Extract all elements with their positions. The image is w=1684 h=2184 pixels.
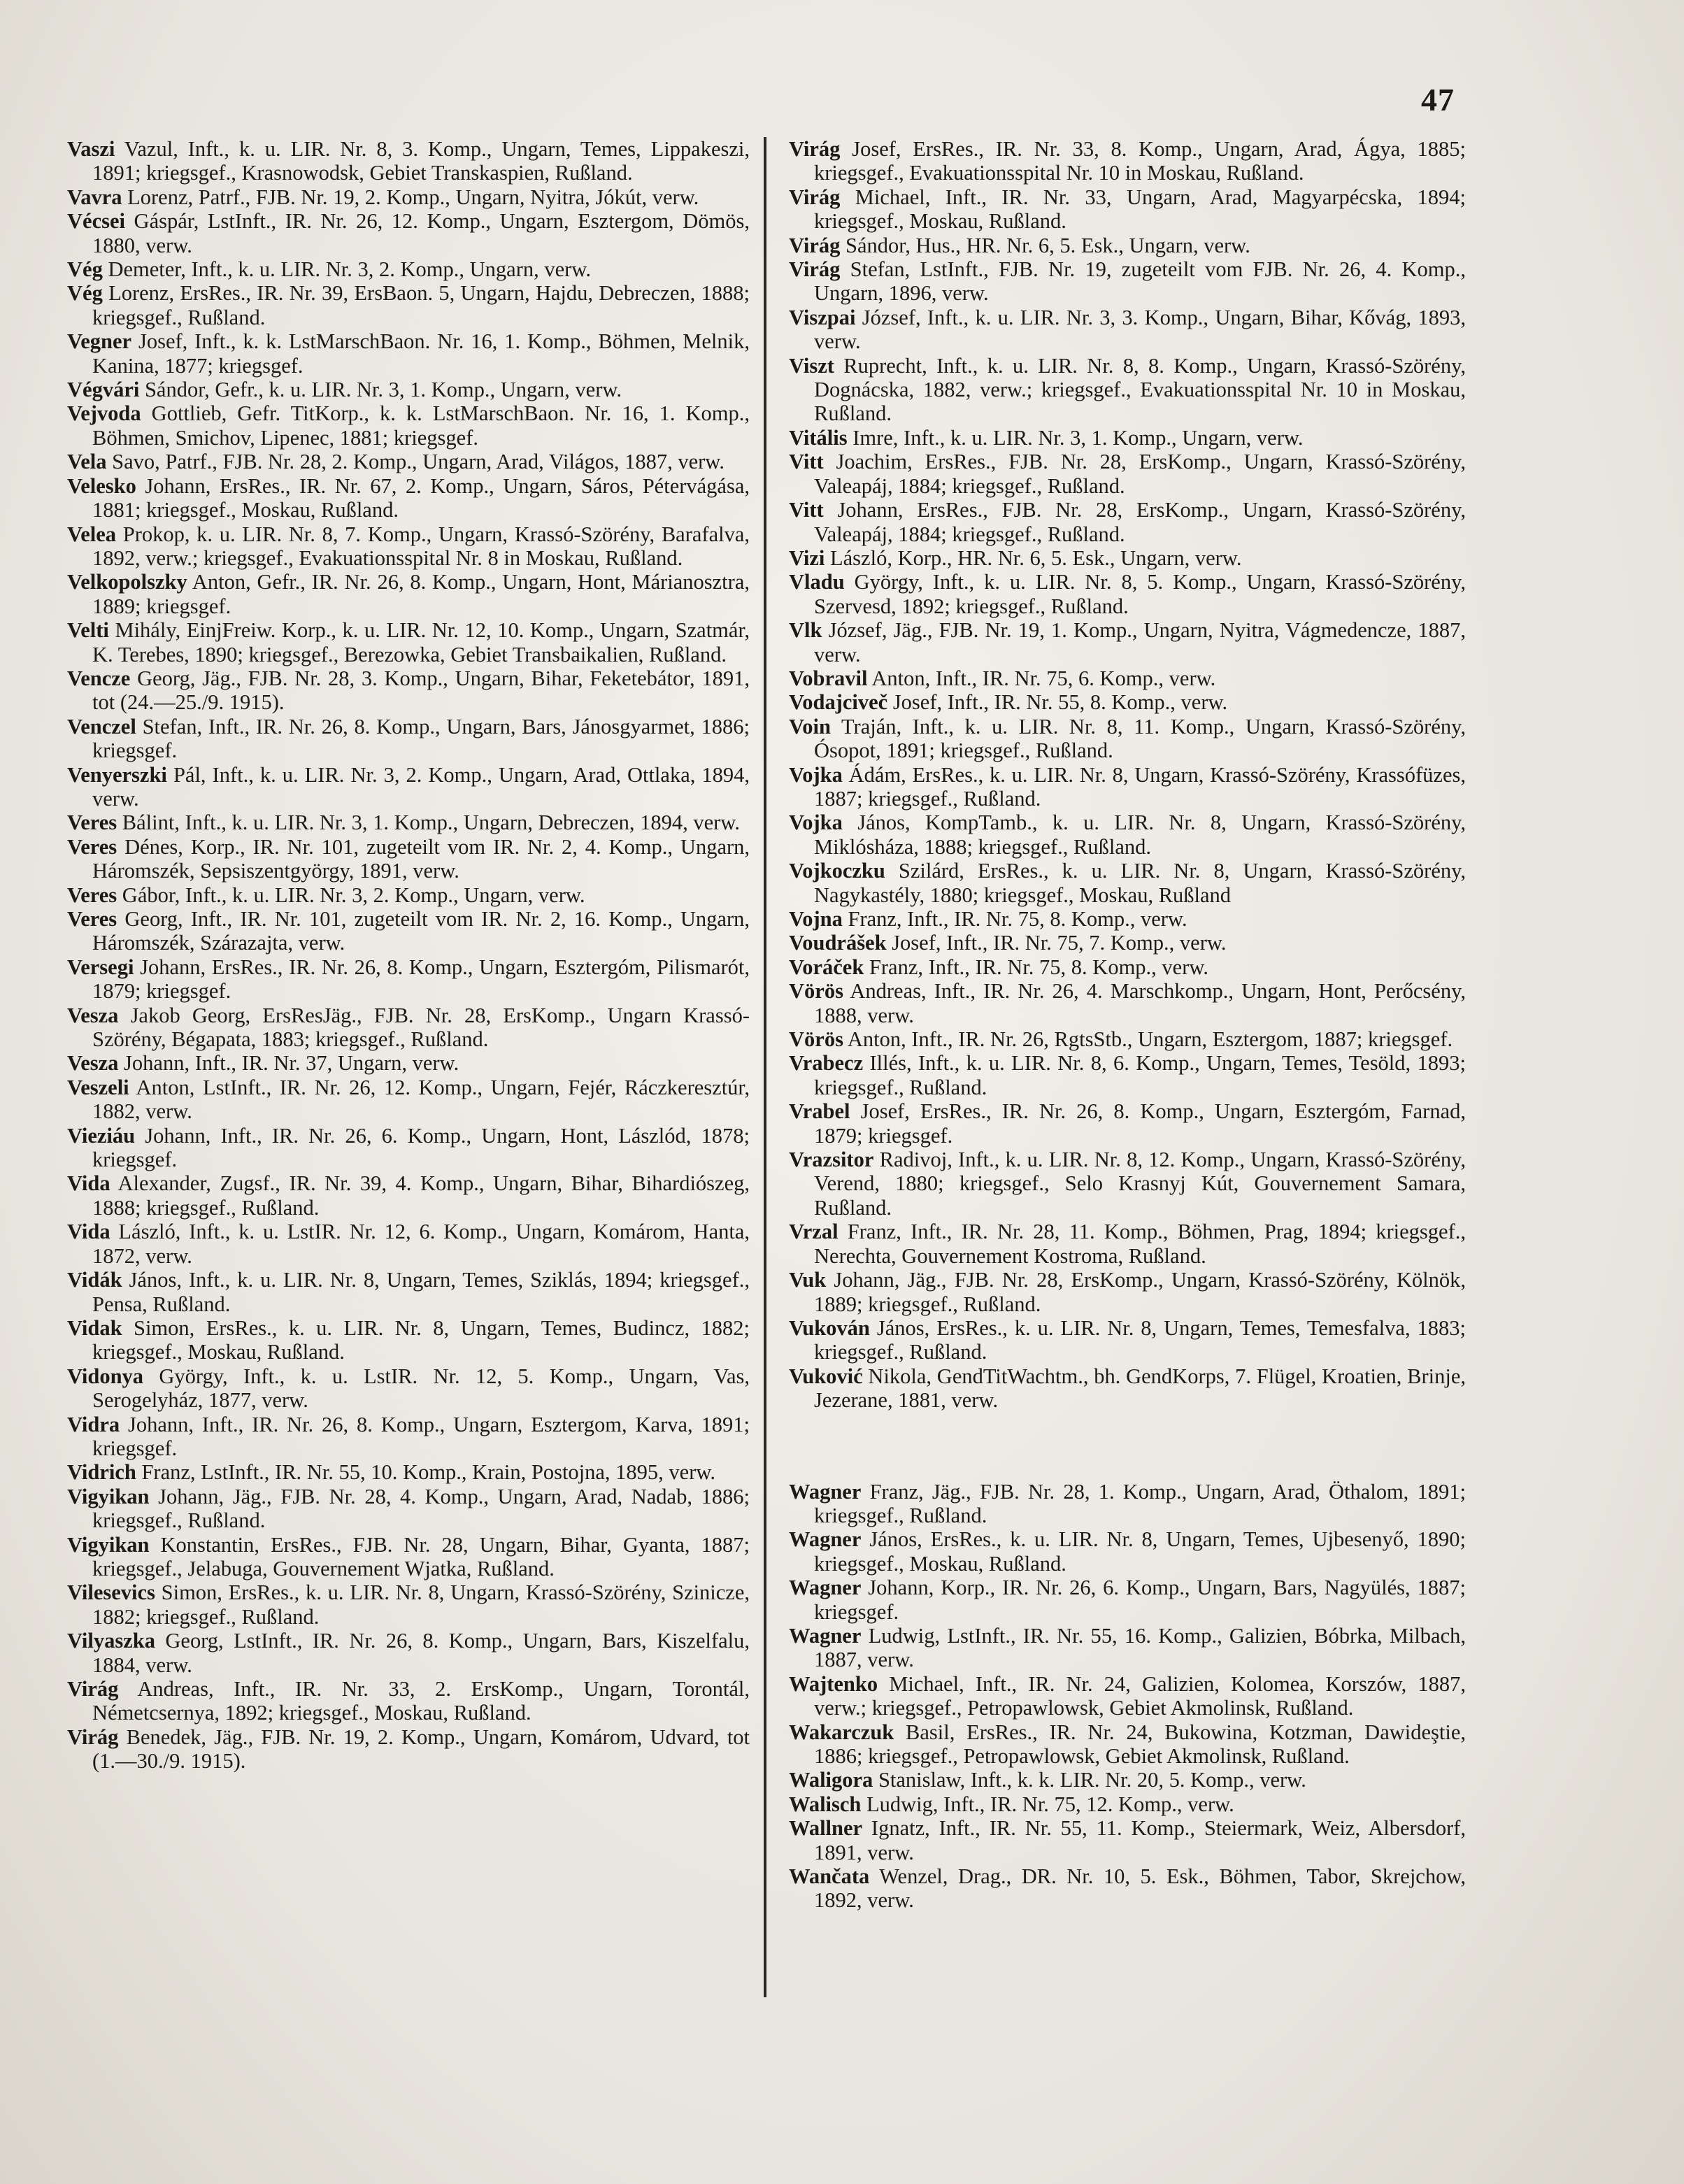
- list-item: [67, 811, 750, 834]
- entry-surname: Virág: [789, 137, 841, 161]
- entry-surname: Vigyikan: [67, 1532, 150, 1557]
- entry-surname: Vojka: [789, 762, 843, 787]
- entry-details: Radivoj, Inft., k. u. LIR. Nr. 8, 12. Komp., Ungarn, Krassó-Szörény, Verend, 1880; kriegsgef., Selo Krasnyj Kút, Gouvernement Samara, Rußland.: [814, 1148, 1467, 1220]
- list-item: [789, 1816, 1466, 1864]
- list-item: [789, 1027, 1466, 1051]
- list-item: [789, 1316, 1466, 1364]
- left-column: [67, 137, 750, 1773]
- entry-details: Stefan, Inft., IR. Nr. 26, 8. Komp., Ungarn, Bars, Jánosgyarmet, 1886; kriegsgef.: [92, 714, 750, 763]
- entry-details: Jakob Georg, ErsResJäg., FJB. Nr. 28, ErsKomp., Ungarn Krassó-Szörény, Bégapata, 1883; kriegsgef., Rußland.: [92, 1003, 750, 1052]
- list-item: [67, 1171, 750, 1220]
- entry-details: Johann, Jäg., FJB. Nr. 28, ErsKomp., Ungarn, Krassó-Szörény, Kölnök, 1889; kriegsgef., Rußland.: [814, 1268, 1467, 1316]
- list-item: [789, 859, 1466, 907]
- entry-details: Konstantin, ErsRes., FJB. Nr. 28, Ungarn, Bihar, Gyanta, 1887; kriegsgef., Jelabuga, Gouvernement Wjatka, Rußland.: [92, 1532, 750, 1580]
- list-item: [789, 1792, 1466, 1816]
- entry-surname: Vladu: [789, 570, 845, 594]
- entry-surname: Velkopolszky: [67, 570, 187, 594]
- entry-surname: Vuković: [789, 1364, 863, 1388]
- list-item: [67, 474, 750, 522]
- entry-surname: Wagner: [789, 1576, 862, 1600]
- entry-surname: Walisch: [789, 1792, 862, 1816]
- list-item: [789, 234, 1466, 257]
- entry-details: Ludwig, Inft., IR. Nr. 75, 12. Komp., verw.: [866, 1792, 1234, 1816]
- entry-surname: Virág: [789, 185, 841, 209]
- entry-details: Gábor, Inft., k. u. LIR. Nr. 3, 2. Komp., Ungarn, verw.: [122, 883, 585, 907]
- entry-surname: Vobravil: [789, 666, 868, 690]
- entry-details: Franz, Inft., IR. Nr. 75, 8. Komp., verw.: [848, 907, 1187, 931]
- list-item: [789, 907, 1466, 931]
- list-item: [67, 1413, 750, 1461]
- list-item: [67, 281, 750, 329]
- entry-details: Johann, Inft., IR. Nr. 37, Ungarn, verw.: [124, 1051, 459, 1076]
- list-item: [67, 522, 750, 571]
- entry-surname: Vesza: [67, 1003, 119, 1027]
- entry-surname: Vida: [67, 1220, 110, 1244]
- entry-details: Michael, Inft., IR. Nr. 24, Galizien, Kolomea, Korszów, 1887, verw.; kriegsgef., Petropawlowsk, Gebiet Akmolinsk, Rußland.: [814, 1671, 1466, 1720]
- entry-details: Franz, Inft., IR. Nr. 28, 11. Komp., Böhmen, Prag, 1894; kriegsgef., Nerechta, Gouvernement Kostroma, Rußland.: [814, 1220, 1466, 1268]
- section-gap: [789, 1413, 1466, 1480]
- entry-details: Savo, Patrf., FJB. Nr. 28, 2. Komp., Ungarn, Arad, Világos, 1887, verw.: [112, 450, 725, 474]
- entry-surname: Veres: [67, 834, 117, 859]
- entry-details: György, Inft., k. u. LstIR. Nr. 12, 5. Komp., Ungarn, Vas, Serogelyház, 1877, verw.: [92, 1364, 750, 1413]
- entry-details: Prokop, k. u. LIR. Nr. 8, 7. Komp., Ungarn, Krassó-Szörény, Barafalva, 1892, verw.; kriegsgef., Evakuationsspital Nr. 8 in Moskau, Rußland.: [92, 522, 750, 570]
- entry-surname: Wagner: [789, 1623, 862, 1648]
- entry-details: Vazul, Inft., k. u. LIR. Nr. 8, 3. Komp., Ungarn, Temes, Lippakeszi, 1891; kriegsgef., Krasnowodsk, Gebiet Transkaspien, Rußland.: [92, 137, 750, 185]
- entry-surname: Vidonya: [67, 1364, 144, 1388]
- list-item: [789, 137, 1466, 185]
- entry-details: Johann, Inft., IR. Nr. 26, 6. Komp., Ungarn, Hont, Lászlód, 1878; kriegsgef.: [92, 1123, 750, 1172]
- list-item: [789, 1220, 1466, 1268]
- entry-surname: Wančata: [789, 1864, 870, 1889]
- list-item: [789, 1527, 1466, 1576]
- list-item: [789, 715, 1466, 763]
- entry-details: József, Inft., k. u. LIR. Nr. 3, 3. Komp., Ungarn, Bihar, Kővág, 1893, verw.: [814, 305, 1467, 354]
- entry-surname: Vojkoczku: [789, 859, 885, 883]
- entry-surname: Vigyikan: [67, 1484, 150, 1508]
- list-item: [67, 1677, 750, 1725]
- entry-details: Lorenz, Patrf., FJB. Nr. 19, 2. Komp., Ungarn, Nyitra, Jókút, verw.: [127, 185, 699, 209]
- entry-details: Georg, LstInft., IR. Nr. 26, 8. Komp., Ungarn, Bars, Kiszelfalu, 1884, verw.: [92, 1629, 750, 1677]
- list-item: [67, 666, 750, 715]
- entry-details: Franz, Jäg., FJB. Nr. 28, 1. Komp., Ungarn, Arad, Öthalom, 1891; kriegsgef., Rußland.: [814, 1479, 1466, 1527]
- entry-surname: Végvári: [67, 378, 140, 402]
- entry-details: Johann, ErsRes., IR. Nr. 26, 8. Komp., Ungarn, Esztergóm, Pilismarót, 1879; kriegsgef.: [92, 955, 750, 1004]
- list-item: [67, 378, 750, 401]
- entry-surname: Velea: [67, 522, 117, 546]
- entry-details: Szilárd, ErsRes., k. u. LIR. Nr. 8, Ungarn, Krassó-Szörény, Nagykastély, 1880; kriegsgef., Moskau, Rußland: [814, 859, 1466, 907]
- entry-details: János, ErsRes., k. u. LIR. Nr. 8, Ungarn, Temes, Temesfalva, 1883; kriegsgef., Rußland.: [814, 1315, 1467, 1364]
- list-item: [67, 1220, 750, 1268]
- list-item: [67, 883, 750, 907]
- entry-details: Gottlieb, Gefr. TitKorp., k. k. LstMarschBaon. Nr. 16, 1. Komp., Böhmen, Smichov, Lipenec, 1881; kriegsgef.: [92, 401, 750, 450]
- entry-surname: Wagner: [789, 1479, 862, 1504]
- list-item: [67, 329, 750, 378]
- entry-surname: Wallner: [789, 1816, 863, 1841]
- list-item: [789, 354, 1466, 426]
- entry-details: Dénes, Korp., IR. Nr. 101, zugeteilt vom IR. Nr. 2, 4. Komp., Ungarn, Háromszék, Sepsiszentgyörgy, 1891, verw.: [92, 834, 750, 883]
- list-item: [789, 931, 1466, 955]
- entry-surname: Vrabel: [789, 1099, 850, 1124]
- list-item: [67, 1533, 750, 1581]
- list-item: [789, 450, 1466, 498]
- entry-surname: Vidrich: [67, 1460, 136, 1485]
- entry-surname: Vilyaszka: [67, 1629, 155, 1653]
- list-item: [789, 426, 1466, 450]
- list-item: [789, 763, 1466, 811]
- entry-surname: Vida: [67, 1171, 110, 1196]
- entry-details: Franz, LstInft., IR. Nr. 55, 10. Komp., Krain, Postojna, 1895, verw.: [141, 1460, 716, 1485]
- entry-details: Johann, Jäg., FJB. Nr. 28, 4. Komp., Ungarn, Arad, Nadab, 1886; kriegsgef., Rußland.: [92, 1484, 750, 1533]
- entry-surname: Vörös: [789, 979, 843, 1004]
- entry-details: Demeter, Inft., k. u. LIR. Nr. 3, 2. Komp., Ungarn, verw.: [108, 257, 591, 282]
- entry-surname: Vencze: [67, 666, 131, 690]
- entry-details: Johann, Korp., IR. Nr. 26, 6. Komp., Ungarn, Bars, Nagyülés, 1887; kriegsgef.: [814, 1576, 1467, 1624]
- entry-details: Josef, ErsRes., IR. Nr. 26, 8. Komp., Ungarn, Esztergóm, Farnad, 1879; kriegsgef.: [814, 1099, 1467, 1148]
- entry-surname: Vesza: [67, 1051, 119, 1076]
- entry-details: Josef, ErsRes., IR. Nr. 33, 8. Komp., Ungarn, Arad, Ágya, 1885; kriegsgef., Evakuationsspital Nr. 10 in Moskau, Rußland.: [814, 137, 1466, 185]
- entry-surname: Vojna: [789, 907, 843, 931]
- entry-surname: Waligora: [789, 1768, 873, 1792]
- entry-details: Josef, Inft., k. k. LstMarschBaon. Nr. 16, 1. Komp., Böhmen, Melnik, Kanina, 1877; kriegsgef.: [92, 329, 750, 378]
- list-item: [67, 570, 750, 618]
- entry-details: Anton, LstInft., IR. Nr. 26, 12. Komp., Ungarn, Fejér, Ráczkeresztúr, 1882, verw.: [92, 1075, 750, 1124]
- entry-details: György, Inft., k. u. LIR. Nr. 8, 5. Komp., Ungarn, Krassó-Szörény, Szervesd, 1892; kriegsgef., Rußland.: [814, 570, 1466, 618]
- entry-details: Benedek, Jäg., FJB. Nr. 19, 2. Komp., Ungarn, Komárom, Udvard, tot (1.—30./9. 1915).: [92, 1725, 750, 1773]
- entry-surname: Vodajciveč: [789, 690, 888, 715]
- entry-details: Wenzel, Drag., DR. Nr. 10, 5. Esk., Böhmen, Tabor, Skrejchow, 1892, verw.: [814, 1864, 1467, 1913]
- list-item: [789, 498, 1466, 546]
- entry-surname: Vég: [67, 281, 103, 306]
- entry-surname: Veres: [67, 811, 117, 835]
- entry-details: Alexander, Zugsf., IR. Nr. 39, 4. Komp., Ungarn, Bihar, Bihardiószeg, 1888; kriegsgef., Rußland.: [92, 1171, 750, 1220]
- entry-details: Joachim, ErsRes., FJB. Nr. 28, ErsKomp., Ungarn, Krassó-Szörény, Valeapáj, 1884; kriegsgef., Rußland.: [814, 450, 1466, 498]
- entry-surname: Vidák: [67, 1268, 122, 1292]
- entry-details: Stefan, LstInft., FJB. Nr. 19, zugeteilt vom FJB. Nr. 26, 4. Komp., Ungarn, 1896, verw.: [814, 257, 1467, 306]
- entry-details: Josef, Inft., IR. Nr. 55, 8. Komp., verw.: [892, 690, 1228, 715]
- entry-details: Stanislaw, Inft., k. k. LIR. Nr. 20, 5. Komp., verw.: [878, 1768, 1306, 1792]
- entry-surname: Venczel: [67, 714, 136, 738]
- list-item: [789, 811, 1466, 859]
- entry-surname: Veres: [67, 883, 117, 907]
- list-item: [67, 1051, 750, 1075]
- list-item: [789, 1051, 1466, 1099]
- entry-details: Sándor, Gefr., k. u. LIR. Nr. 3, 1. Komp., Ungarn, verw.: [144, 378, 622, 402]
- entry-surname: Venyerszki: [67, 762, 167, 787]
- entry-surname: Vuk: [789, 1268, 827, 1292]
- list-item: [789, 979, 1466, 1027]
- entry-details: Anton, Inft., IR. Nr. 26, RgtsStb., Ungarn, Esztergom, 1887; kriegsgef.: [847, 1027, 1453, 1052]
- entry-surname: Viszpai: [789, 305, 856, 329]
- entry-details: József, Jäg., FJB. Nr. 19, 1. Komp., Ungarn, Nyitra, Vágmedencze, 1887, verw.: [814, 618, 1466, 666]
- list-item: [67, 1725, 750, 1773]
- entry-details: Andreas, Inft., IR. Nr. 26, 4. Marschkomp., Ungarn, Hont, Perőcsény, 1888, verw.: [814, 979, 1466, 1027]
- entry-details: Anton, Inft., IR. Nr. 75, 6. Komp., verw.: [871, 666, 1216, 690]
- entry-surname: Veszeli: [67, 1075, 129, 1099]
- entry-surname: Vitt: [789, 450, 824, 474]
- entry-surname: Vitális: [789, 425, 848, 450]
- entry-surname: Voudrášek: [789, 931, 887, 955]
- entry-details: Ignatz, Inft., IR. Nr. 55, 11. Komp., Steiermark, Weiz, Albersdorf, 1891, verw.: [814, 1816, 1467, 1864]
- list-item: [67, 1316, 750, 1364]
- entry-surname: Virág: [789, 257, 841, 282]
- entry-surname: Vukován: [789, 1315, 870, 1340]
- list-item: [67, 763, 750, 811]
- entry-surname: Vilesevics: [67, 1580, 155, 1605]
- list-item: [789, 1768, 1466, 1792]
- entry-surname: Virág: [789, 233, 841, 257]
- list-item: [789, 546, 1466, 570]
- entry-surname: Virág: [67, 1677, 119, 1701]
- entry-surname: Virág: [67, 1725, 119, 1749]
- entry-details: Bálint, Inft., k. u. LIR. Nr. 3, 1. Komp., Ungarn, Debreczen, 1894, verw.: [122, 811, 740, 835]
- entry-details: Johann, ErsRes., IR. Nr. 67, 2. Komp., Ungarn, Sáros, Pétervágása, 1881; kriegsgef., Moskau, Rußland.: [92, 473, 750, 522]
- list-item: [789, 1624, 1466, 1672]
- list-item: [67, 1629, 750, 1677]
- list-item: [67, 955, 750, 1004]
- list-item: [789, 306, 1466, 354]
- entry-surname: Voin: [789, 714, 831, 738]
- entry-surname: Vaszi: [67, 137, 115, 161]
- entry-surname: Wagner: [789, 1527, 862, 1552]
- entry-surname: Viszt: [789, 353, 834, 378]
- entry-surname: Velti: [67, 618, 109, 643]
- entry-surname: Velesko: [67, 473, 136, 498]
- entry-surname: Vitt: [789, 498, 824, 522]
- entry-details: Johann, Inft., IR. Nr. 26, 8. Komp., Ungarn, Esztergom, Karva, 1891; kriegsgef.: [92, 1412, 750, 1460]
- entry-surname: Vrazsitor: [789, 1148, 874, 1172]
- entry-details: Traján, Inft., k. u. LIR. Nr. 8, 11. Komp., Ungarn, Krassó-Szörény, Ósopot, 1891; kriegsgef., Rußland.: [814, 714, 1466, 763]
- entry-details: Gáspár, LstInft., IR. Nr. 26, 12. Komp., Ungarn, Esztergom, Dömös, 1880, verw.: [92, 209, 750, 257]
- entry-surname: Wajtenko: [789, 1671, 878, 1696]
- entry-details: Illés, Inft., k. u. LIR. Nr. 8, 6. Komp., Ungarn, Temes, Tesöld, 1893; kriegsgef., Rußland.: [814, 1051, 1466, 1099]
- list-item: [789, 185, 1466, 234]
- entry-surname: Voráček: [789, 955, 864, 979]
- list-item: [67, 257, 750, 281]
- entry-surname: Vrzal: [789, 1220, 839, 1244]
- entry-surname: Vidak: [67, 1315, 122, 1340]
- list-item: [789, 1480, 1466, 1528]
- entry-details: Ludwig, LstInft., IR. Nr. 55, 16. Komp., Galizien, Bóbrka, Milbach, 1887, verw.: [814, 1623, 1466, 1672]
- entry-details: Georg, Inft., IR. Nr. 101, zugeteilt vom IR. Nr. 2, 16. Komp., Ungarn, Háromszék, Szárazajta, verw.: [92, 907, 750, 955]
- entry-surname: Wakarczuk: [789, 1720, 894, 1744]
- list-item: [789, 1720, 1466, 1769]
- entry-surname: Vojka: [789, 811, 843, 835]
- entry-details: László, Korp., HR. Nr. 6, 5. Esk., Ungarn, verw.: [830, 545, 1242, 570]
- entry-details: Simon, ErsRes., k. u. LIR. Nr. 8, Ungarn, Krassó-Szörény, Szinicze, 1882; kriegsgef., Rußland.: [92, 1580, 750, 1629]
- entry-details: János, KompTamb., k. u. LIR. Nr. 8, Ungarn, Krassó-Szörény, Miklósháza, 1888; kriegsgef., Rußland.: [814, 811, 1467, 859]
- entry-surname: Vieziáu: [67, 1123, 136, 1148]
- list-item: [789, 1148, 1466, 1220]
- entry-details: Ruprecht, Inft., k. u. LIR. Nr. 8, 8. Komp., Ungarn, Krassó-Szörény, Dognácska, 1882, verw.; kriegsgef., Evakuationsspital Nr. 10 in Moskau, Rußland.: [814, 353, 1466, 426]
- page-number: 47: [1421, 82, 1455, 117]
- entry-surname: Vécsei: [67, 209, 125, 234]
- list-item: [67, 835, 750, 883]
- list-item: [789, 257, 1466, 306]
- list-item: [67, 209, 750, 257]
- entry-details: Johann, ErsRes., FJB. Nr. 28, ErsKomp., Ungarn, Krassó-Szörény, Valeapáj, 1884; kriegsgef., Rußland.: [814, 498, 1466, 546]
- list-item: [789, 1364, 1466, 1413]
- entry-details: Nikola, GendTitWachtm., bh. GendKorps, 7. Flügel, Kroatien, Brinje, Jezerane, 1881, verw.: [814, 1364, 1466, 1413]
- entry-details: János, ErsRes., k. u. LIR. Nr. 8, Ungarn, Temes, Ujbesenyő, 1890; kriegsgef., Moskau, Rußland.: [814, 1527, 1467, 1576]
- list-item: [67, 450, 750, 473]
- list-item: [67, 1364, 750, 1413]
- entry-details: Andreas, Inft., IR. Nr. 33, 2. ErsKomp., Ungarn, Torontál, Németcsernya, 1892; kriegsgef., Moskau, Rußland.: [92, 1677, 750, 1725]
- list-item: [67, 1460, 750, 1484]
- entry-surname: Vela: [67, 450, 107, 474]
- list-item: [67, 715, 750, 763]
- list-item: [789, 1864, 1466, 1913]
- list-item: [67, 1124, 750, 1172]
- list-item: [789, 1099, 1466, 1148]
- entry-details: Michael, Inft., IR. Nr. 33, Ungarn, Arad, Magyarpécska, 1894; kriegsgef., Moskau, Rußland.: [814, 185, 1467, 234]
- entry-details: Lorenz, ErsRes., IR. Nr. 39, ErsBaon. 5, Ungarn, Hajdu, Debreczen, 1888; kriegsgef., Rußland.: [92, 281, 750, 329]
- list-item: [789, 1268, 1466, 1316]
- entry-surname: Vlk: [789, 618, 822, 643]
- entry-surname: Vegner: [67, 329, 132, 354]
- list-item: [67, 907, 750, 955]
- list-item: [67, 1580, 750, 1629]
- entry-surname: Vrabecz: [789, 1051, 864, 1076]
- entry-surname: Vég: [67, 257, 103, 282]
- entry-details: Simon, ErsRes., k. u. LIR. Nr. 8, Ungarn, Temes, Budincz, 1882; kriegsgef., Moskau, Rußland.: [92, 1315, 750, 1364]
- column-divider: [764, 137, 766, 1997]
- list-item: [67, 137, 750, 185]
- entry-surname: Veres: [67, 907, 117, 931]
- entry-surname: Vavra: [67, 185, 122, 209]
- entry-surname: Versegi: [67, 955, 134, 979]
- entry-details: Franz, Inft., IR. Nr. 75, 8. Komp., verw.: [869, 955, 1209, 979]
- entry-details: László, Inft., k. u. LstIR. Nr. 12, 6. Komp., Ungarn, Komárom, Hanta, 1872, verw.: [92, 1220, 750, 1268]
- right-column: [789, 137, 1466, 1913]
- entry-surname: Vejvoda: [67, 401, 141, 426]
- entry-details: Josef, Inft., IR. Nr. 75, 7. Komp., verw.: [892, 931, 1227, 955]
- entry-surname: Vizi: [789, 545, 825, 570]
- entry-details: Mihály, EinjFreiw. Korp., k. u. LIR. Nr. 12, 10. Komp., Ungarn, Szatmár, K. Terebes, 1890; kriegsgef., Berezowka, Gebiet Transbaikalien, Rußland.: [92, 618, 750, 666]
- list-item: [67, 401, 750, 450]
- entry-surname: Vidra: [67, 1412, 120, 1436]
- list-item: [67, 1268, 750, 1316]
- entry-details: Sándor, Hus., HR. Nr. 6, 5. Esk., Ungarn, verw.: [845, 233, 1250, 257]
- list-item: [67, 1485, 750, 1533]
- list-item: [789, 1672, 1466, 1720]
- entry-details: Georg, Jäg., FJB. Nr. 28, 3. Komp., Ungarn, Bihar, Feketebátor, 1891, tot (24.—25./9. 1915).: [92, 666, 750, 715]
- list-item: [67, 185, 750, 209]
- entry-details: János, Inft., k. u. LIR. Nr. 8, Ungarn, Temes, Sziklás, 1894; kriegsgef., Pensa, Rußland.: [92, 1268, 750, 1316]
- entry-details: Pál, Inft., k. u. LIR. Nr. 3, 2. Komp., Ungarn, Arad, Ottlaka, 1894, verw.: [92, 762, 750, 811]
- entry-surname: Vörös: [789, 1027, 843, 1052]
- list-item: [789, 618, 1466, 666]
- list-item: [789, 570, 1466, 618]
- list-item: [67, 618, 750, 666]
- entry-details: Imre, Inft., k. u. LIR. Nr. 3, 1. Komp., Ungarn, verw.: [852, 425, 1304, 450]
- entry-details: Anton, Gefr., IR. Nr. 26, 8. Komp., Ungarn, Hont, Márianosztra, 1889; kriegsgef.: [92, 570, 750, 618]
- list-item: [789, 1576, 1466, 1624]
- list-item: [789, 955, 1466, 979]
- list-item: [67, 1076, 750, 1124]
- entry-details: Basil, ErsRes., IR. Nr. 24, Bukowina, Kotzman, Dawideştie, 1886; kriegsgef., Petropawlowsk, Gebiet Akmolinsk, Rußland.: [814, 1720, 1466, 1768]
- list-item: [67, 1004, 750, 1052]
- entry-details: Ádám, ErsRes., k. u. LIR. Nr. 8, Ungarn, Krassó-Szörény, Krassófüzes, 1887; kriegsgef., Rußland.: [814, 762, 1467, 811]
- list-item: [789, 690, 1466, 714]
- list-item: [789, 666, 1466, 690]
